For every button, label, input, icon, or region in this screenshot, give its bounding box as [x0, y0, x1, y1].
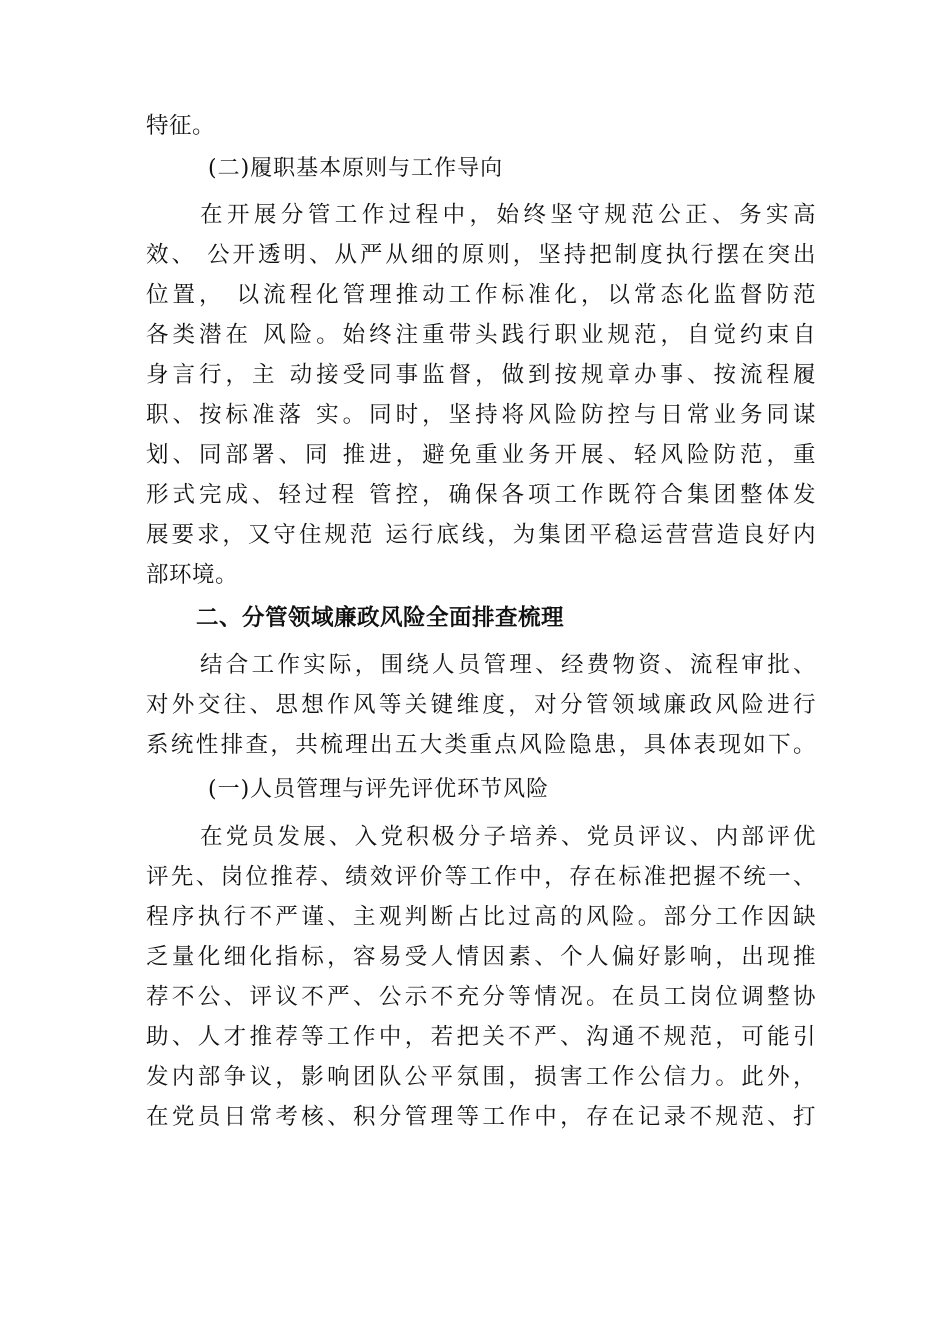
principles-line-2: 效、 公开透明、从严从细的原则，坚持把制度执行摆在突出	[146, 242, 816, 268]
personnel-line-6: 助、人才推荐等工作中，若把关不严、沟通不规范，可能引	[146, 1024, 816, 1050]
principles-line-1: 在开展分管工作过程中，始终坚守规范公正、务实高	[200, 202, 816, 228]
personnel-line-1: 在党员发展、入党积极分子培养、党员评议、内部评优	[200, 824, 816, 850]
principles-line-8: 形式完成、轻过程 管控，确保各项工作既符合集团整体发	[146, 482, 816, 508]
principles-line-9: 展要求，又守住规范 运行底线，为集团平稳运营营造良好内	[146, 522, 816, 548]
personnel-line-3: 程序执行不严谨、主观判断占比过高的风险。部分工作因缺	[146, 904, 816, 930]
personnel-line-5: 荐不公、评议不严、公示不充分等情况。在员工岗位调整协	[146, 984, 816, 1010]
section-two-line-3: 系统性排查，共梳理出五大类重点风险隐患，具体表现如下。	[146, 732, 816, 758]
principles-line-3: 位置， 以流程化管理推动工作标准化，以常态化监督防范	[146, 282, 816, 308]
personnel-line-7: 发内部争议，影响团队公平氛围，损害工作公信力。此外，	[146, 1064, 816, 1090]
personnel-line-8: 在党员日常考核、积分管理等工作中，存在记录不规范、打	[146, 1104, 816, 1130]
intro-tail-text: 特征。	[146, 113, 216, 139]
section-two-line-1: 结合工作实际，围绕人员管理、经费物资、流程审批、	[200, 652, 816, 678]
heading-principles: (二)履职基本原则与工作导向	[208, 156, 504, 181]
section-two-line-2: 对外交往、思想作风等关键维度，对分管领域廉政风险进行	[146, 692, 816, 718]
section-two-heading: 二、分管领域廉政风险全面排查梳理	[196, 605, 565, 631]
principles-line-10: 部环境。	[146, 562, 239, 588]
principles-line-7: 划、同部署、同 推进，避免重业务开展、轻风险防范，重	[146, 442, 816, 468]
principles-line-5: 身言行，主 动接受同事监督，做到按规章办事、按流程履	[146, 362, 816, 388]
principles-line-6: 职、按标准落 实。同时，坚持将风险防控与日常业务同谋	[146, 402, 816, 428]
personnel-line-4: 乏量化细化指标，容易受人情因素、个人偏好影响，出现推	[146, 944, 816, 970]
heading-personnel: (一)人员管理与评先评优环节风险	[208, 777, 550, 802]
personnel-line-2: 评先、岗位推荐、绩效评价等工作中，存在标准把握不统一、	[146, 864, 816, 890]
principles-line-4: 各类潜在 风险。始终注重带头践行职业规范，自觉约束自	[146, 322, 816, 348]
